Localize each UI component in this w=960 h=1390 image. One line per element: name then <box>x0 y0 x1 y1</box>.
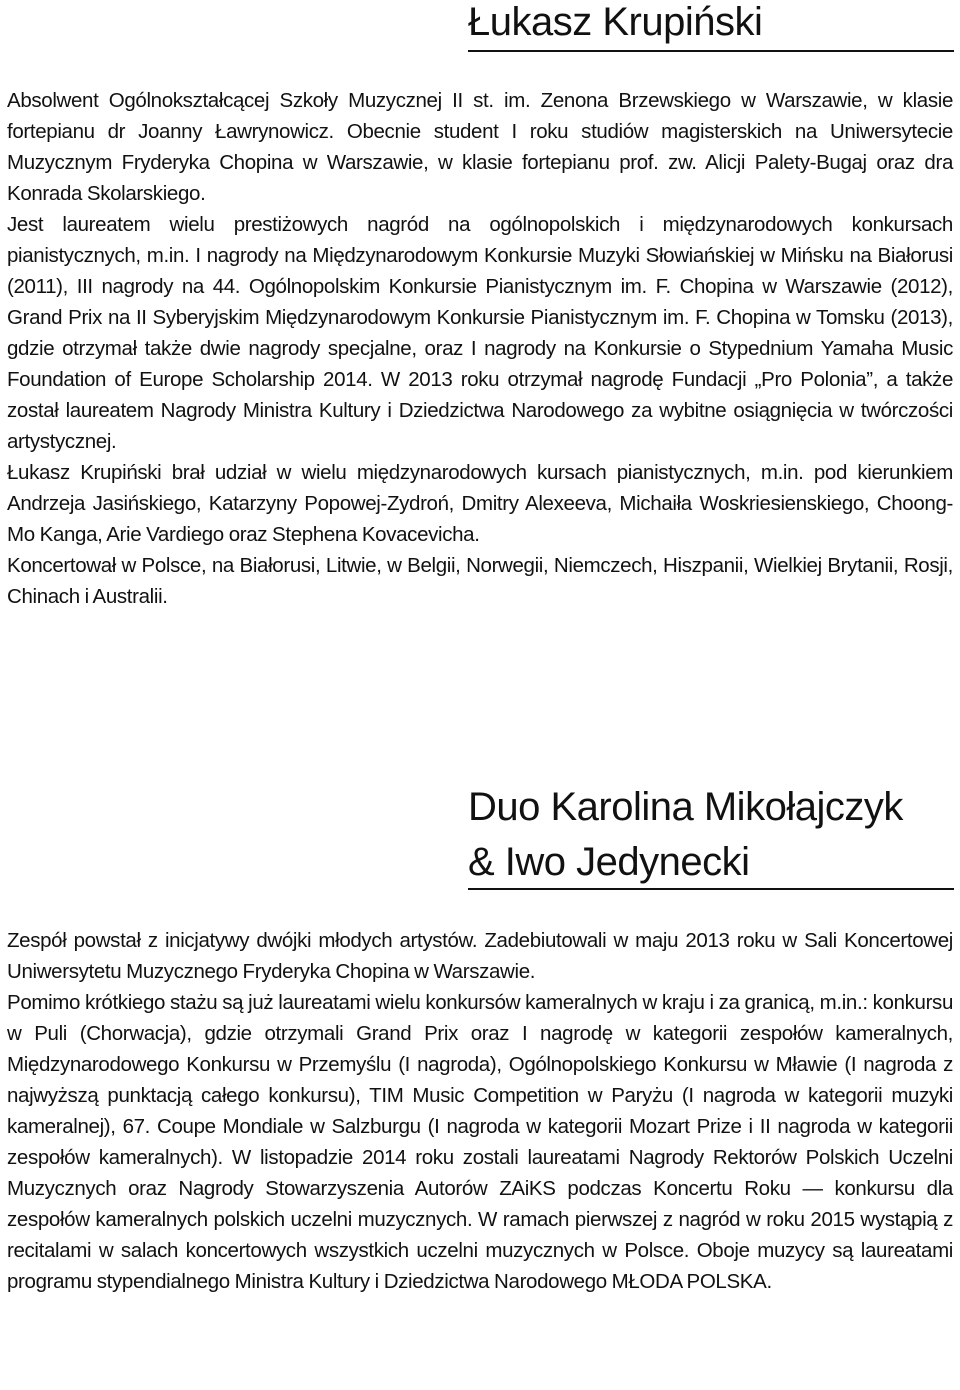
bio-text <box>7 925 953 1297</box>
heading-line: Duo Karolina Mikołajczyk <box>468 785 903 829</box>
section-heading <box>468 780 954 890</box>
section-heading <box>468 0 954 52</box>
paragraph: Zespół powstał z inicjatywy dwójki młodych artystów. Zadebiutowali w maju 2013 roku w Sali Koncertowej Uniwersytetu Muzycznego Fryderyka Chopina w Warszawie. <box>7 929 953 983</box>
heading-line: Łukasz Krupiński <box>468 0 763 44</box>
paragraph: Absolwent Ogólnokształcącej Szkoły Muzycznej II st. im. Zenona Brzewskiego w Warszawie, w klasie fortepianu dr Joanny Ławrynowicz. Obecnie student I roku studiów magisterskich na Uniwersytecie Muzycznym Fryderyka Chopina w Warszawie, w klasie fortepianu prof. zw. Alicji Palety-Bugaj oraz dra Konrada Skolarskiego. <box>7 89 953 205</box>
paragraph: Łukasz Krupiński brał udział w wielu międzynarodowych kursach pianistycznych, m.in. pod kierunkiem Andrzeja Jasińskiego, Katarzyny Popowej-Zydroń, Dmitry Alexeeva, Michaiła Woskriesienskiego, Choong-Mo Kanga, Arie Vardiego oraz Stephena Kovacevicha. <box>7 461 953 546</box>
heading-line: & Iwo Jedynecki <box>468 840 750 884</box>
bio-text <box>7 85 953 612</box>
paragraph: Jest laureatem wielu prestiżowych nagród na ogólnopolskich i międzynarodowych konkursach pianistycznych, m.in. I nagrody na Międzynarodowym Konkursie Muzyki Słowiańskiej w Mińsku na Białorusi (2011), III nagrody na 44. Ogólnopolskim Konkursie Pianistycznym im. F. Chopina w Warszawie (2012), Grand Prix na II Syberyjskim Międzynarodowym Konkursie Pianistycznym im. F. Chopina w Tomsku (2013), gdzie otrzymał także dwie nagrody specjalne, oraz I nagrody na Konkursie o Stypednium Yamaha Music Foundation of Europe Scholarship 2014. W 2013 roku otrzymał nagrodę Fundacji „Pro Polonia”, a także został laureatem Nagrody Ministra Kultury i Dziedzictwa Narodowego za wybitne osiągnięcia w twórczości artystycznej. <box>7 213 953 453</box>
paragraph: Pomimo krótkiego stażu są już laureatami wielu konkursów kameralnych w kraju i za granicą, m.in.: konkursu w Puli (Chorwacja), gdzie otrzymali Grand Prix oraz I nagrodę w kategorii zespołów kameralnych, Międzynarodowego Konkursu w Przemyślu (I nagroda), Ogólnopolskiego Konkursu w Mławie (I nagroda z najwyższą punktacją całego konkursu), TIM Music Competition w Paryżu (I nagroda w kategorii muzyki kameralnej), 67. Coupe Mondiale w Salzburgu (I nagroda w kategorii Mozart Prize i II nagroda w kategorii zespołów kameralnych). W listopadzie 2014 roku zostali laureatami Nagrody Rektorów Polskich Uczelni Muzycznych oraz Nagrody Stowarzyszenia Autorów ZAiKS podczas Koncertu Roku — konkursu dla zespołów kameralnych polskich uczelni muzycznych. W ramach pierwszej z nagród w roku 2015 wystąpią z recitalami w salach koncertowych wszystkich uczelni muzycznych w Polsce. Oboje muzycy są laureatami programu stypendialnego Ministra Kultury i Dziedzictwa Narodowego MŁODA POLSKA. <box>7 991 953 1293</box>
paragraph: Koncertował w Polsce, na Białorusi, Litwie, w Belgii, Norwegii, Niemczech, Hiszpanii, Wielkiej Brytanii, Rosji, Chinach i Australii. <box>7 554 953 608</box>
